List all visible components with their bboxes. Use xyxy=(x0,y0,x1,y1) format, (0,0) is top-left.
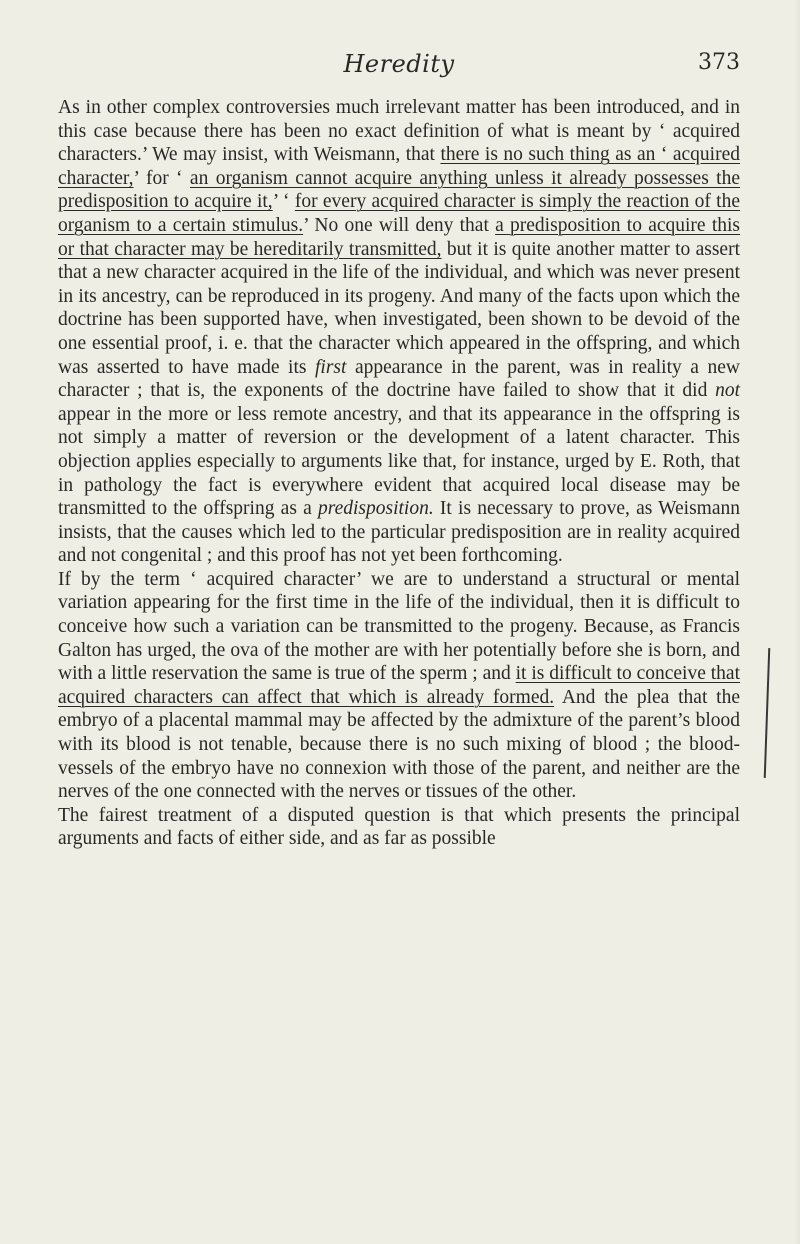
paragraph-1 xyxy=(58,96,740,568)
italic-word: first xyxy=(315,356,347,378)
body-text xyxy=(58,96,740,851)
margin-pencil-mark xyxy=(764,648,771,778)
page-number: 373 xyxy=(698,50,740,75)
underlined-passage: an organism cannot acquire anything unless it already possesses the predisposition to acquire it, xyxy=(58,167,740,213)
underlined-passage: for every acquired character is simply the reaction of the organism to a certain stimulus. xyxy=(58,191,740,236)
paragraph-2 xyxy=(58,568,740,804)
text-run: And the plea that the embryo of a placental mammal may be affected by the admixture of the parent’s blood with its blood is not tenable, because there is no such mixing of blood ; the blood-vessels of the embryo have no connexion with those of the parent, and neither are the nerves of the one connected with the nerves or tissues of the other. xyxy=(58,686,741,803)
italic-word: not xyxy=(715,380,740,402)
text-run: The fairest treatment of a disputed question is that which presents the principal arguments and facts of either side, and as far as possible xyxy=(58,804,740,850)
text-run: but it is quite another matter to assert that a new character acquired in the life of the individual, and which was never present in its ancestry, can be reproduced in its progeny. And many of the facts upon which the doctrine has been supported have, when investigated, been shown to be devoid of the one essential proof, i. e. that the character which appeared in the offspring, and which was asserted to have made its xyxy=(58,238,740,378)
running-title: Heredity xyxy=(343,50,455,78)
underlined-passage: there is no such thing as an ‘ acquired character, xyxy=(58,144,740,189)
text-run: ’ No one will deny that xyxy=(303,214,496,236)
underlined-passage: a predisposition to acquire this or that character may be hereditarily transmitted, xyxy=(58,214,741,260)
running-head xyxy=(58,50,740,90)
underlined-passage: it is difficult to conceive that acquired characters can affect that which is already formed. xyxy=(58,663,740,708)
text-run: As in other complex controversies much irrelevant matter has been introduced, and in this case because there has been no exact definition of what is meant by ‘ acquired characters.’ We may insist, with Weismann, that xyxy=(58,97,740,166)
text-run: appearance in the parent, was in reality a new character ; that is, the exponents of the doctrine have failed to show that it did xyxy=(58,356,740,402)
text-run: appear in the more or less remote ancestry, and that its appearance in the offspring is not simply a matter of reversion or the development of a latent character. This objection applies especially to arguments like that, for instance, urged by E. Roth, that in pathology the fact is everywhere evident that acquired local disease may be transmitted to the offspring as a xyxy=(58,403,740,520)
paragraph-3 xyxy=(58,804,740,851)
text-run: If by the term ‘ acquired character’ we are to understand a structural or mental variation appearing for the first time in the life of the individual, then it is difficult to conceive how such a variation can be transmitted to the progeny. Because, as Francis Galton has urged, the ova of the mother are with her potentially before she is born, and with a little reservation the same is true of the sperm ; and xyxy=(58,568,740,685)
text-run: ’ ‘ xyxy=(272,191,295,213)
page-edge-shade xyxy=(794,0,800,1244)
italic-word: predisposition. xyxy=(317,498,434,520)
text-run: It is necessary to prove, as Weismann insists, that the causes which led to the particular predisposition are in reality acquired and not congenital ; and this proof has not yet been forthcoming. xyxy=(58,498,740,567)
text-run: ’ for ‘ xyxy=(133,167,190,189)
